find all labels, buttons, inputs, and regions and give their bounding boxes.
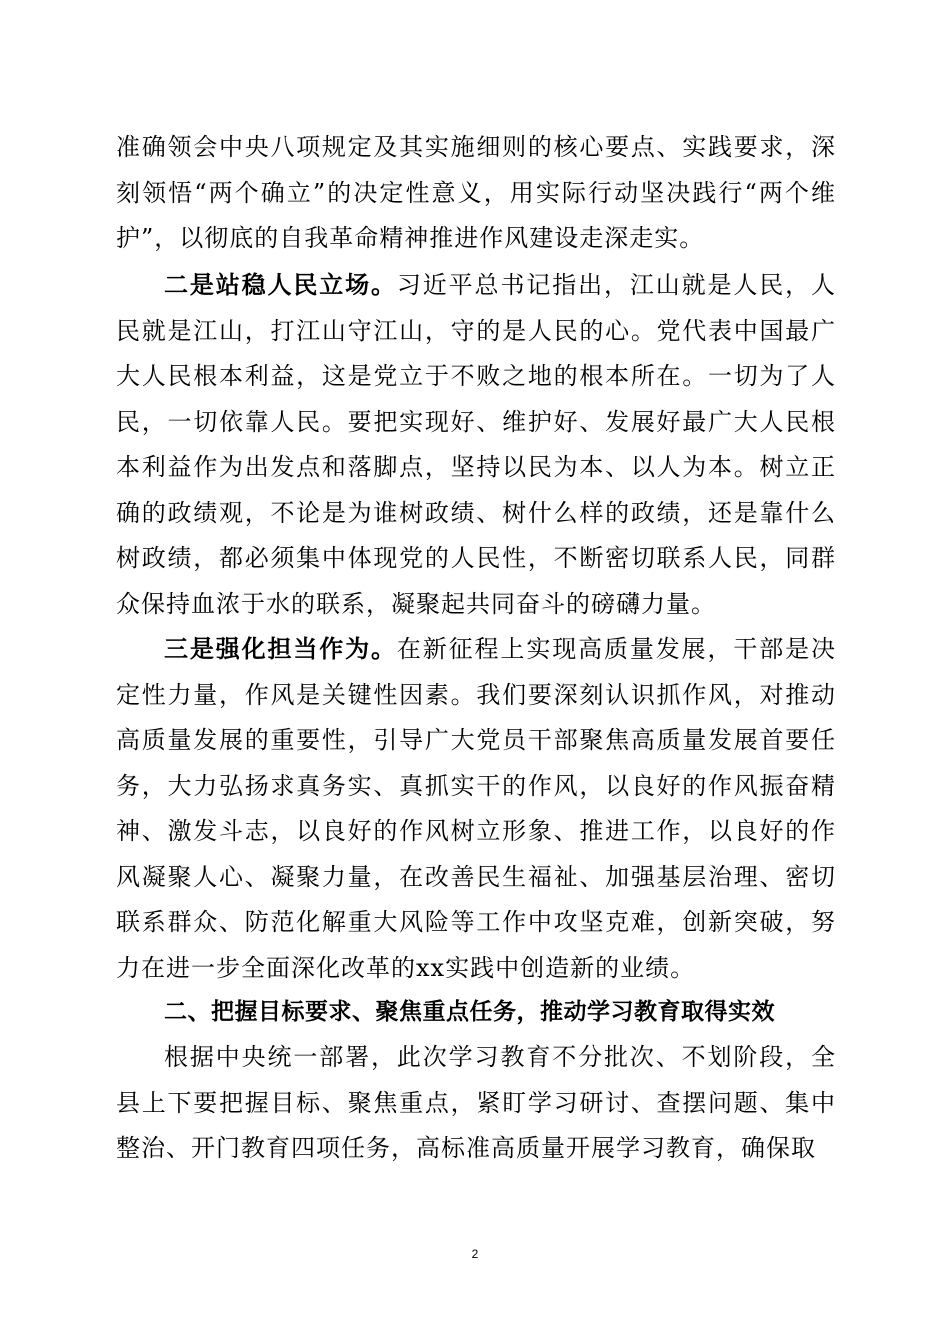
- section-heading: 二、把握目标要求、聚焦重点任务，推动学习教育取得实效: [164, 999, 775, 1025]
- paragraph-lead-people-stance: 二是站稳人民立场。: [164, 270, 397, 299]
- page-number: 2: [471, 1247, 479, 1261]
- paragraph-people-stance: [116, 262, 836, 627]
- paragraph-lead-responsibility: 三是强化担当作为。: [164, 634, 397, 663]
- paragraph-body-responsibility: 在新征程上实现高质量发展，干部是决定性力量，作风是关键性因素。我们要深刻认识抓作风，对推动高质量发展的重要性，引导广大党员干部聚焦高质量发展首要任务，大力弘扬求真务实、真抓实干的作风，以良好的作风振奋精神、激发斗志，以良好的作风树立形象、推进工作，以良好的作风凝聚人心、凝聚力量，在改善民生福祉、加强基层治理、密切联系群众、防范化解重大风险等工作中攻坚克难，创新突破，努力在进一步全面深化改革的xx实践中创造新的业绩。: [116, 635, 837, 982]
- paragraph-continuation: 准确领会中央八项规定及其实施细则的核心要点、实践要求，深刻领悟“两个确立”的决定性意义，用实际行动坚决践行“两个维护”，以彻底的自我革命精神推进作风建设走深走实。: [116, 133, 836, 252]
- paragraph-deployment: 根据中央统一部署，此次学习教育不分批次、不划阶段，全县上下要把握目标、聚焦重点，紧盯学习研讨、查摆问题、集中整治、开门教育四项任务，高标准高质量开展学习教育，确保取: [116, 1043, 836, 1162]
- paragraph-body-people-stance: 习近平总书记指出，江山就是人民，人民就是江山，打江山守江山，守的是人民的心。党代表中国最广大人民根本利益，这是党立于不败之地的根本所在。一切为了人民，一切依靠人民。要把实现好、维护好、发展好最广大人民根本利益作为出发点和落脚点，坚持以民为本、以人为本。树立正确的政绩观，不论是为谁树政绩、树什么样的政绩，还是靠什么树政绩，都必须集中体现党的人民性，不断密切联系人民，同群众保持血浓于水的联系，凝聚起共同奋斗的磅礴力量。: [116, 271, 837, 618]
- paragraph-responsibility: [116, 626, 836, 991]
